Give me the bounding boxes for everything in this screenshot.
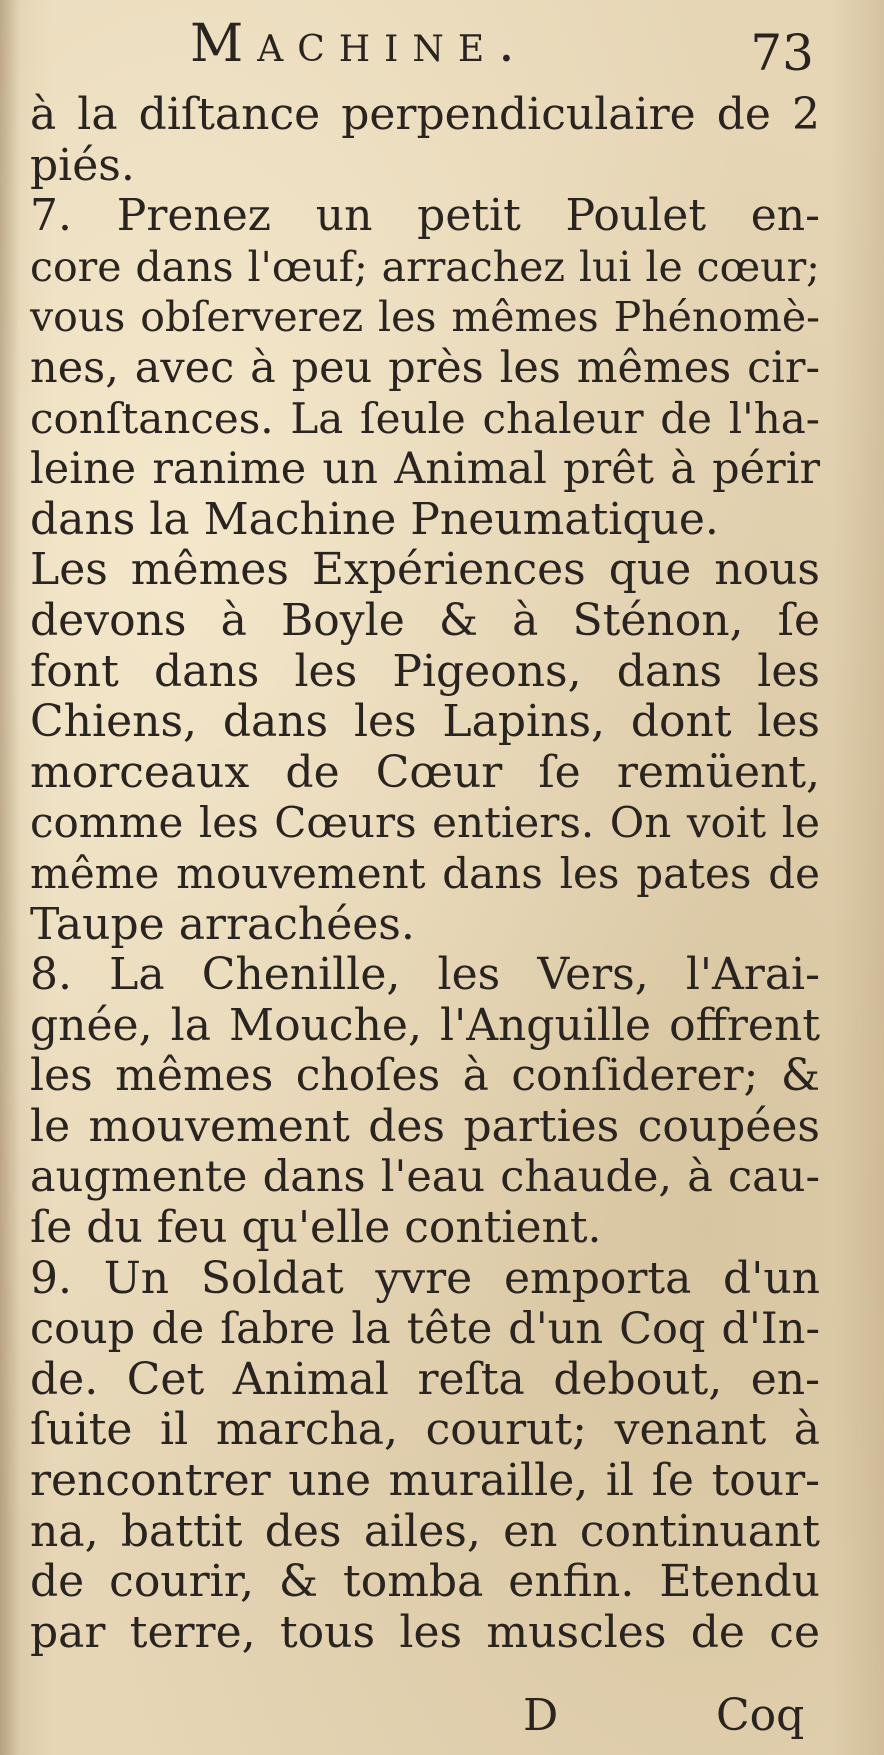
text-line: ſe du feu qu'elle contient. — [30, 1202, 602, 1254]
text-line: même mouvement dans les pates de — [30, 848, 820, 898]
text-line: rencontrer une muraille, il ſe tour- — [30, 1455, 820, 1507]
text-line: par terre, tous les muscles de ce — [30, 1606, 820, 1658]
text-line: coup de ſabre la tête d'un Coq d'In- — [30, 1304, 820, 1355]
text-line: devons à Boyle & à Sténon, ſe — [30, 594, 820, 646]
text-line: Taupe arrachées. — [30, 898, 415, 950]
text-line: comme les Cœurs entiers. On voit le — [30, 798, 820, 848]
text-line: dans la Machine Pneumatique. — [30, 493, 719, 545]
text-line: ſuite il marcha, courut; venant à — [30, 1404, 820, 1456]
page-header — [0, 10, 884, 90]
text-line: le mouvement des parties coupées — [30, 1100, 820, 1152]
page-footer — [0, 1690, 884, 1750]
text-line: 7. Prenez un petit Poulet en- — [30, 190, 820, 242]
catchword: Coq — [716, 1690, 805, 1741]
signature-mark: D — [523, 1690, 559, 1741]
text-line: à la diſtance perpendiculaire de 2 — [30, 89, 820, 140]
text-line: gnée, la Mouche, l'Anguille offrent — [30, 999, 820, 1051]
text-line: conſtances. La ſeule chaleur de l'ha- — [30, 393, 820, 443]
text-line: piés. — [30, 139, 135, 191]
text-line: nes, avec à peu près les mêmes cir- — [30, 342, 820, 393]
text-line: augmente dans l'eau chaude, à cau- — [30, 1152, 820, 1203]
text-line: vous obſerverez les mêmes Phénomè- — [30, 293, 820, 342]
text-line: leine ranime un Animal prêt à périr — [30, 444, 820, 495]
page-edge-shadow — [0, 0, 20, 1755]
running-head: Machine. — [190, 14, 529, 74]
text-line: les mêmes choſes à conſiderer; & — [30, 1050, 820, 1102]
text-line: de courir, & tomba enfin. Etendu — [30, 1556, 820, 1608]
body-text — [30, 90, 820, 1658]
text-line: font dans les Pigeons, dans les — [30, 645, 820, 697]
text-line: na, battit des ailes, en continuant — [30, 1505, 820, 1557]
text-line: 9. Un Soldat yvre emporta d'un — [30, 1252, 820, 1304]
text-line: de. Cet Animal reſta debout, en- — [30, 1353, 820, 1405]
page-number: 73 — [750, 24, 814, 82]
text-line: morceaux de Cœur ſe remüent, — [30, 746, 820, 798]
text-line: Les mêmes Expériences que nous — [30, 544, 820, 596]
text-line: core dans l'œuf; arrachez lui le cœur; — [30, 242, 820, 291]
text-line: 8. La Chenille, les Vers, l'Arai- — [30, 949, 820, 1001]
text-line: Chiens, dans les Lapins, dont les — [30, 696, 820, 748]
